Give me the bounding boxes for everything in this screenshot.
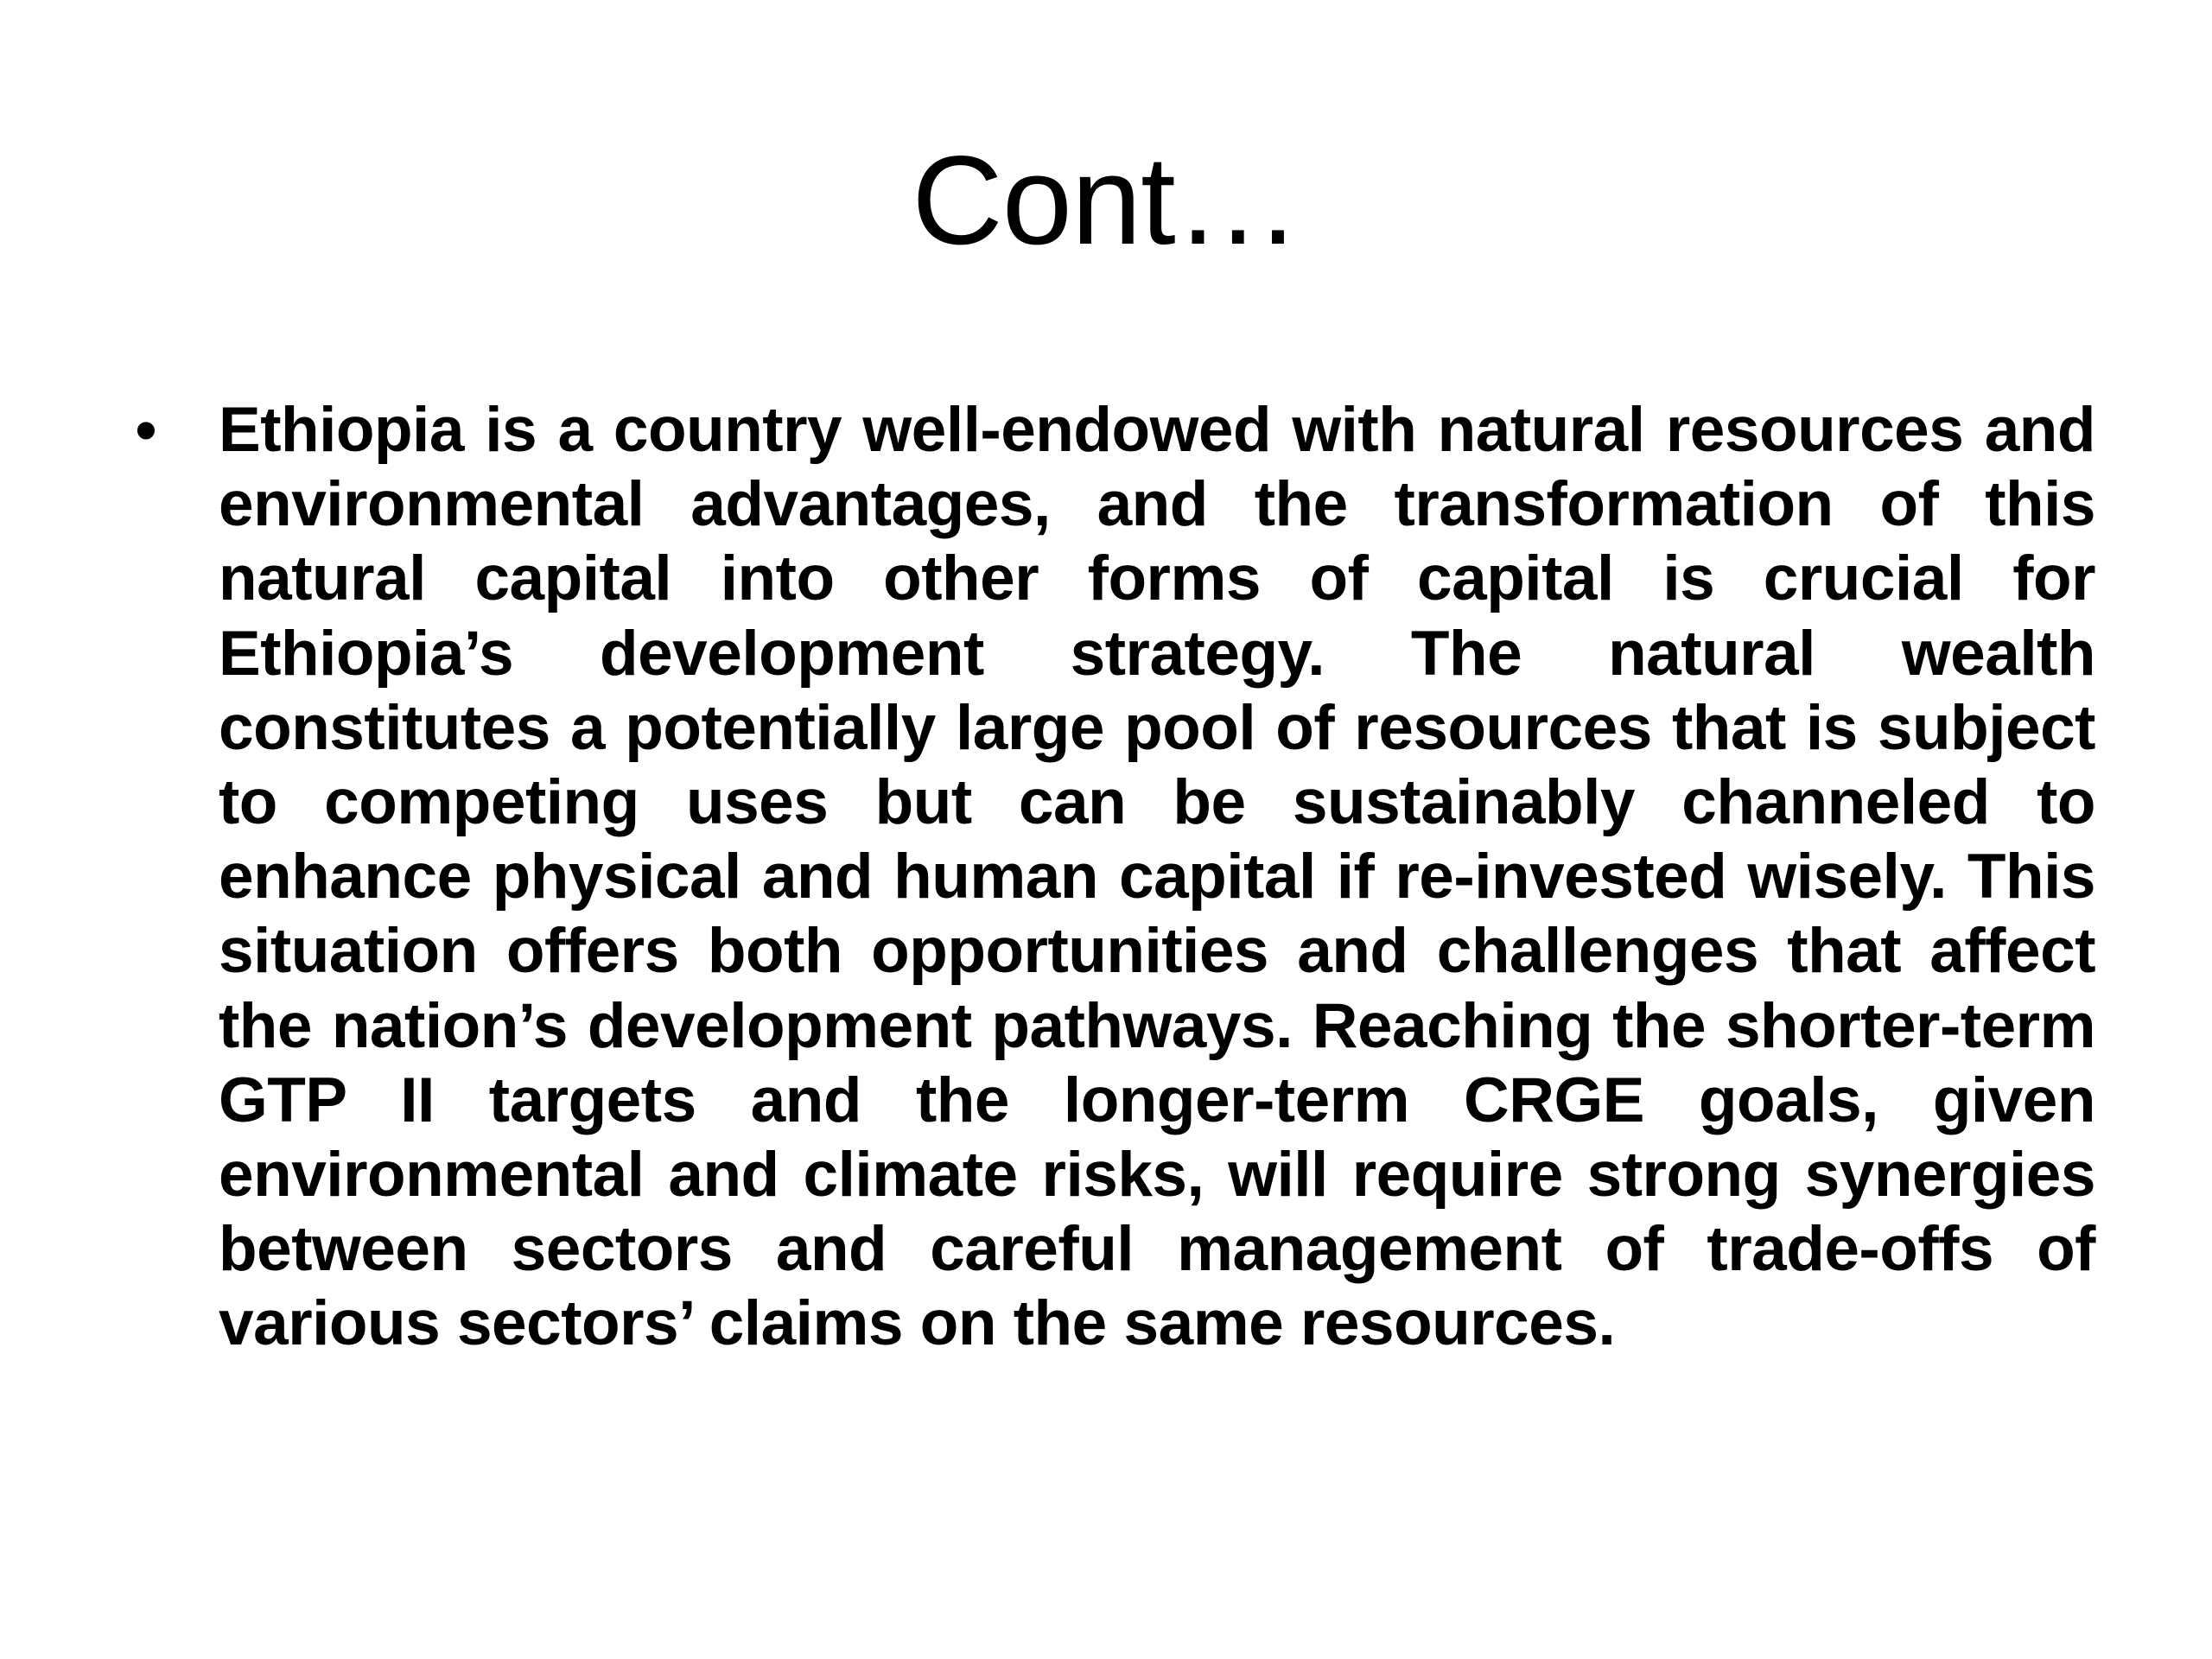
bullet-text: Ethiopia is a country well-endowed with natural resources and environmental advantages, and the transformation of this natural capital into other forms of capital is crucial for Ethiopia’s development strategy. The natural wealth constitutes a potentially large pool of resources that is subject to competing uses but can be sustainably channeled to enhance physical and human capital if re-invested wisely. This situation offers both opportunities and challenges that affect the nation’s development pathways. Reaching the shorter-term GTP II targets and the longer-term CRGE goals, given environmental and climate risks, will require strong synergies between sectors and careful management of trade-offs of various sectors’ claims on the same resources. — [219, 395, 2095, 1359]
slide-title: Cont… — [912, 130, 1300, 270]
bullet-item — [130, 393, 2095, 1362]
slide-body — [130, 393, 2095, 1362]
bullet-marker: • — [135, 394, 157, 466]
